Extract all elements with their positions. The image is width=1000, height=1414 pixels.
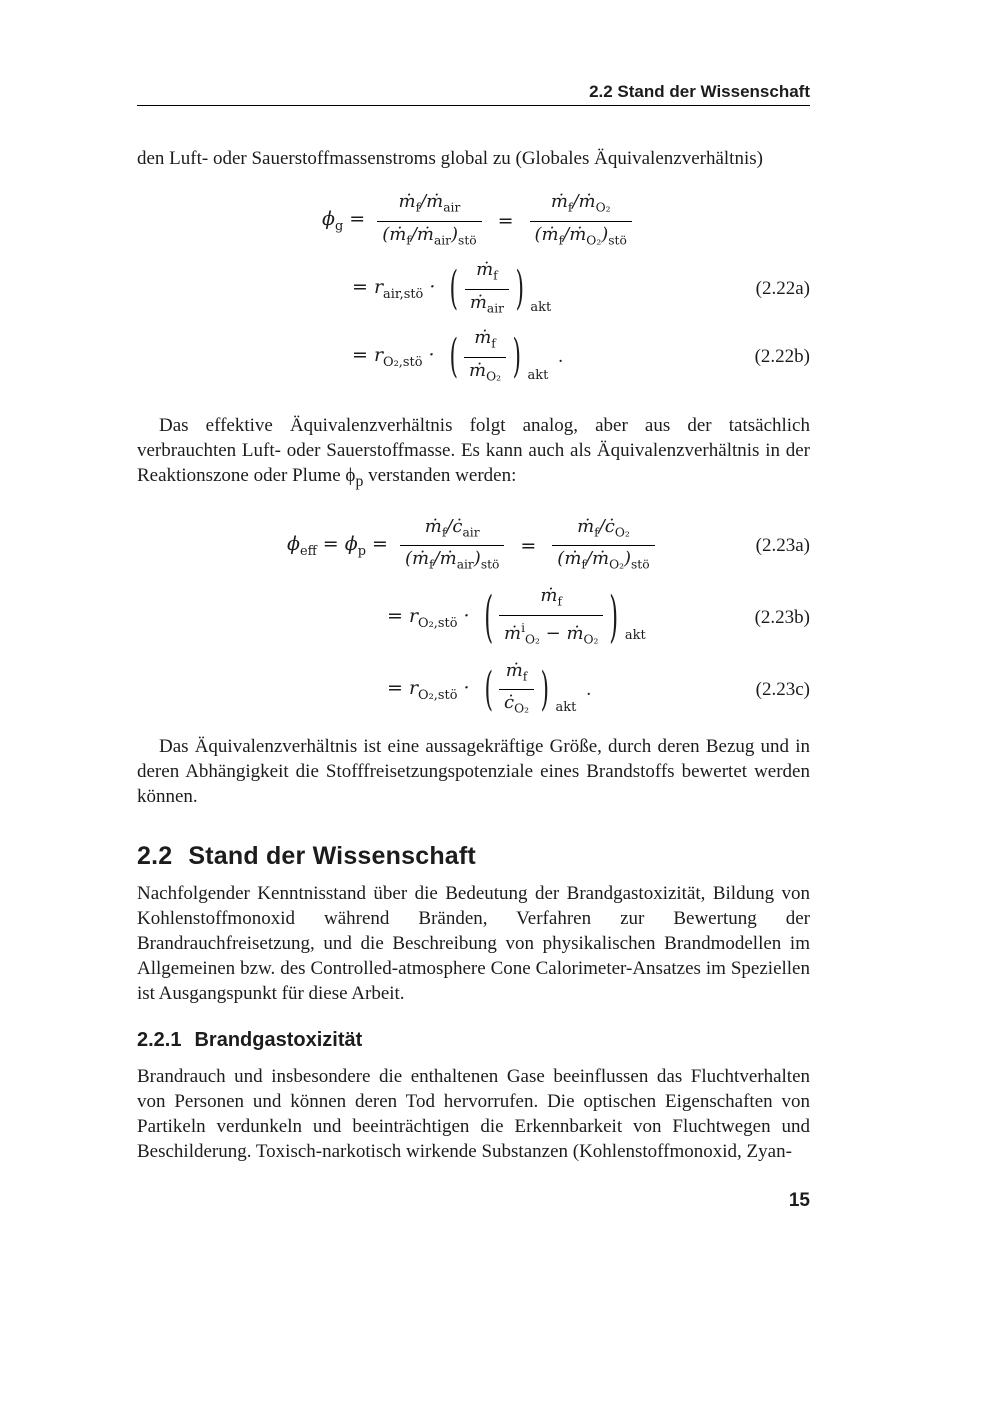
text-block	[137, 0, 810, 1164]
paren-subscript: akt	[530, 299, 552, 315]
trailing-period: .	[586, 678, 592, 700]
fraction	[464, 326, 506, 388]
equals-sign: =	[520, 534, 537, 557]
fraction	[499, 659, 534, 721]
paren-subscript: akt	[555, 700, 577, 716]
fraction-numerator: ṁ$_f$	[540, 585, 563, 609]
fraction	[499, 584, 603, 651]
left-paren: (	[449, 262, 459, 316]
fraction-denominator: ṁ$^i_{O_2}$ − ṁ$_{O_2}$	[499, 615, 603, 652]
left-paren: (	[484, 663, 493, 717]
equation-group-2-22	[137, 187, 810, 391]
equation-number: (2.22a)	[755, 278, 810, 299]
fraction-numerator: $ṁ_f/ċ_{air}$	[424, 515, 480, 540]
fraction-denominator: $ċ_{O_2}$	[499, 689, 534, 721]
equation-number: (2.23c)	[755, 678, 810, 700]
equation-2-23c	[137, 656, 810, 724]
fraction-denominator: ṁ$_{O_2}$	[464, 357, 506, 389]
fraction	[552, 515, 654, 577]
right-paren: )	[609, 585, 619, 650]
fraction-numerator: ṁ$_f$	[474, 326, 496, 351]
equation-lhs: $\phi_g$ =	[322, 208, 366, 234]
subsection-heading	[137, 1028, 810, 1052]
equation-2-23b	[137, 580, 810, 656]
right-paren: )	[515, 262, 524, 316]
paragraph-equivalence-ratio: Das Äquivalenzverhältnis ist eine aussagekräftige Größe, durch deren Bezug und in deren Abhängigkeit die Stofffreisetzungspotenziale eines Brandstoffs bewertet werden können.	[137, 735, 810, 807]
left-paren: (	[449, 330, 458, 384]
paragraph-effective-ratio: Das effektive Äquivalenzverhältnis folgt analog, aber aus der tatsächlich verbrauchten Luft- oder Sauerstoffmasse. Es kann auch als Äquivalenzverhältnis in der Reaktionszone oder Plume $\phi_p$ verstanden werden:	[137, 415, 810, 490]
fraction-denominator: $(ṁ_f/ṁ_{O_2})_{stö}$	[552, 545, 654, 577]
fraction-numerator: ṁ$_f$/ṁ$_{air}$	[398, 190, 461, 215]
equation-2-22a	[137, 255, 810, 323]
subsection-title: Brandgastoxizität	[194, 1028, 363, 1051]
equation-prefix: = $r_{air,stö}$ ·	[352, 276, 436, 302]
fraction	[530, 190, 632, 252]
fraction-numerator: $ṁ_f/ċ_{O_2}$	[577, 515, 630, 540]
paragraph-section-intro: Nachfolgender Kenntnisstand über die Bedeutung der Brandgastoxizität, Bildung von Kohlenstoffmonoxid während Bränden, Verfahren zur Bewertung der Brandrauchfreisetzung, und die Beschreibung von physikalischen Brandmodellen im Allgemeinen bzw. des Controlled-atmosphere Cone Calorimeter-Ansatzes im Speziellen ist Ausgangspunkt für diese Arbeit.	[137, 882, 810, 1004]
paragraph-continuation: den Luft- oder Sauerstoffmassenstroms global zu (Globales Äquivalenzverhältnis)	[137, 148, 763, 169]
fraction-denominator: $(ṁ_f/ṁ_{air})_{stö}$	[400, 545, 504, 577]
right-paren: )	[512, 330, 521, 384]
subsection-number: 2.2.1	[137, 1028, 182, 1051]
paren-subscript: akt	[527, 367, 549, 383]
fraction	[377, 190, 481, 252]
fraction-denominator: $(ṁ_f/ṁ_{O_2})_{stö}$	[530, 221, 632, 253]
fraction-denominator: ṁ$_{air}$	[465, 289, 509, 321]
fraction	[465, 258, 509, 320]
equation-number: (2.23b)	[754, 606, 810, 628]
equation-prefix: = $r_{O_2,stö}$ ·	[387, 604, 470, 631]
left-paren: (	[483, 585, 493, 650]
paren-subscript: akt	[624, 628, 646, 644]
equation-2-22-line1	[137, 187, 810, 255]
running-header: 2.2 Stand der Wissenschaft	[589, 82, 810, 101]
fraction	[400, 515, 504, 577]
equation-2-22b	[137, 323, 810, 391]
page-number: 15	[788, 1190, 810, 1211]
trailing-period: .	[558, 346, 564, 367]
paragraph-toxicity: Brandrauch und insbesondere die enthaltenen Gase beeinflussen das Fluchtverhalten von Personen und können deren Tod hervorrufen. Die optischen Eigenschaften von Partikeln verdunkeln und beeinträchtigen die Erkennbarkeit von Fluchtwegen und Beschilderung. Toxisch-narkotisch wirkende Substanzen (Kohlenstoffmonoxid, Zyan-	[137, 1065, 810, 1162]
section-heading	[137, 841, 810, 871]
fraction-numerator: ṁ$_f$	[476, 258, 498, 283]
section-title: Stand der Wissenschaft	[188, 841, 476, 870]
section-number: 2.2	[137, 841, 173, 870]
fraction-numerator: ṁ$_f$/ṁ$_{O_2}$	[550, 190, 611, 215]
equation-group-2-23	[137, 512, 810, 724]
equation-prefix: = $r_{O_2,stö}$ ·	[352, 344, 435, 370]
equation-lhs: $\phi_{eff} = \phi_p$ =	[287, 532, 388, 559]
fraction-numerator: ṁ$_f$	[505, 659, 528, 684]
fraction-denominator: $(ṁ_f/ṁ_{air})_{stö}$	[377, 221, 481, 253]
equals-sign: =	[497, 210, 514, 232]
right-paren: )	[540, 663, 550, 717]
equation-prefix: = $r_{O_2,stö}$ ·	[387, 676, 470, 703]
equation-number: (2.22b)	[754, 346, 810, 367]
equation-2-23a	[137, 512, 810, 580]
equation-number: (2.23a)	[755, 534, 810, 556]
header-rule	[137, 105, 810, 106]
